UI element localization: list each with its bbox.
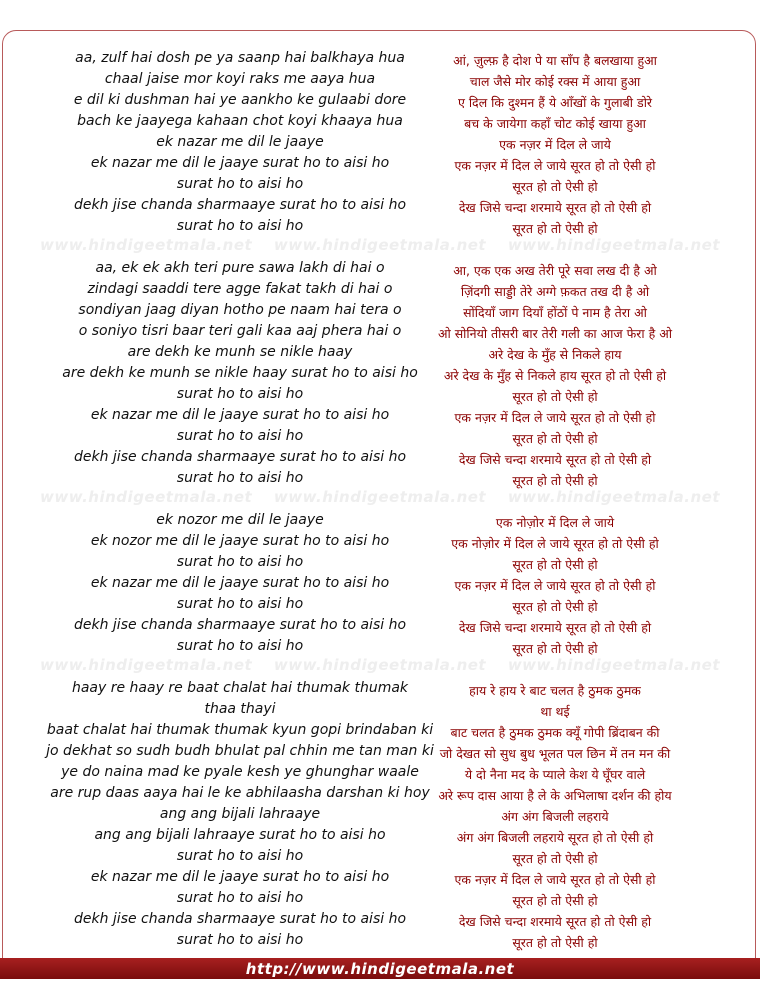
lyric-line-english: surat ho to aisi ho (176, 554, 304, 570)
lyric-line-english: surat ho to aisi ho (176, 596, 304, 612)
lyric-line-english: dekh jise chanda sharmaaye surat ho to aisi ho (73, 911, 407, 927)
lyric-line-english: surat ho to aisi ho (176, 470, 304, 486)
lyric-line-hindi: अंग अंग बिजली लहराये सूरत हो तो ऐसी हो (456, 830, 654, 845)
lyric-line-hindi: सूरत हो तो ऐसी हो (512, 599, 598, 614)
lyric-line-english: ek nazar me dil le jaaye surat ho to aisi ho (90, 575, 390, 591)
lyric-line-english: aa, ek ek akh teri pure sawa lakh di hai o (95, 260, 385, 276)
watermark-text: www.hindigeetmala.net (273, 488, 487, 506)
lyric-line-hindi: एक नज़र में दिल ले जाये सूरत हो तो ऐसी हो (454, 158, 656, 173)
lyric-line-english: aa, zulf hai dosh pe ya saanp hai balkhaya hua (75, 50, 405, 66)
footer-bar (0, 958, 760, 979)
lyric-line-hindi: एक नज़र में दिल ले जाये सूरत हो तो ऐसी हो (454, 410, 656, 425)
lyric-line-hindi: एक नज़र में दिल ले जाये सूरत हो तो ऐसी हो (454, 872, 656, 887)
watermark-text: www.hindigeetmala.net (507, 236, 720, 254)
lyric-line-hindi: अरे रूप दास आया है ले के अभिलाषा दर्शन की होय (438, 788, 672, 803)
lyric-line-hindi: ज़िंदगी साड्डी तेरे अग्गे फ़कत तख दी है ओ (460, 284, 650, 299)
lyric-line-hindi: एक नोज़ोर में दिल ले जाये (495, 515, 615, 530)
lyric-line-hindi: जो देखत सो सुध बुध भूलत पल छिन में तन मन की (439, 746, 671, 761)
lyric-line-english: bach ke jaayega kahaan chot koyi khaaya hua (77, 113, 403, 129)
lyric-line-english: e dil ki dushman hai ye aankho ke gulaabi dore (73, 92, 407, 108)
lyric-line-english: are rup daas aaya hai le ke abhilaasha darshan ki hoy (50, 785, 430, 801)
lyric-line-english: surat ho to aisi ho (176, 890, 304, 906)
watermark-text: www.hindigeetmala.net (273, 236, 487, 254)
lyric-line-hindi: ओ सोनियो तीसरी बार तेरी गली का आज फेरा है ओ (437, 326, 673, 341)
lyric-line-hindi: देख जिसे चन्दा शरमाये सूरत हो तो ऐसी हो (458, 620, 652, 635)
lyric-line-hindi: था थई (540, 704, 570, 719)
lyric-line-english: surat ho to aisi ho (176, 218, 304, 234)
footer-url[interactable]: http://www.hindigeetmala.net (245, 959, 515, 978)
watermark-row (0, 236, 760, 256)
lyric-line-english: dekh jise chanda sharmaaye surat ho to aisi ho (73, 617, 407, 633)
lyric-line-hindi: सूरत हो तो ऐसी हो (512, 851, 598, 866)
watermark-text: www.hindigeetmala.net (507, 656, 720, 674)
lyric-line-hindi: अंग अंग बिजली लहराये (501, 809, 609, 824)
lyric-line-hindi: अरे देख के मुँह से निकले हाय सूरत हो तो ऐसी हो (443, 368, 667, 383)
lyric-line-english: are dekh ke munh se nikle haay surat ho to aisi ho (62, 365, 418, 381)
lyric-line-english: surat ho to aisi ho (176, 932, 304, 948)
lyric-line-hindi: सूरत हो तो ऐसी हो (512, 641, 598, 656)
lyric-line-english: ang ang bijali lahraaye surat ho to aisi ho (94, 827, 386, 843)
lyric-line-english: baat chalat hai thumak thumak kyun gopi brindaban ki (46, 722, 434, 738)
lyric-line-english: chaal jaise mor koyi raks me aaya hua (104, 71, 376, 87)
lyric-line-hindi: हाय रे हाय रे बाट चलत है ठुमक ठुमक (469, 683, 641, 698)
lyric-line-english: ek nazar me dil le jaaye surat ho to aisi ho (90, 155, 390, 171)
lyric-line-english: o soniyo tisri baar teri gali kaa aaj phera hai o (78, 323, 402, 339)
lyric-line-hindi: सोंदियाँ जाग दियाँ होंठों पे नाम है तेरा ओ (463, 305, 647, 320)
lyric-line-hindi: ये दो नैना मद के प्याले केश ये घूँघर वाले (464, 767, 646, 782)
lyric-line-hindi: एक नोज़ोर में दिल ले जाये सूरत हो तो ऐसी हो (451, 536, 659, 551)
lyric-line-hindi: अरे देख के मुँह से निकले हाय (488, 347, 622, 362)
lyric-line-hindi: सूरत हो तो ऐसी हो (512, 473, 598, 488)
lyric-line-hindi: देख जिसे चन्दा शरमाये सूरत हो तो ऐसी हो (458, 914, 652, 929)
lyric-line-english: dekh jise chanda sharmaaye surat ho to aisi ho (73, 449, 407, 465)
lyric-line-hindi: बाट चलत है ठुमक ठुमक क्यूँ गोपी ब्रिंदाबन की (450, 725, 660, 740)
lyric-line-english: dekh jise chanda sharmaaye surat ho to aisi ho (73, 197, 407, 213)
lyric-line-english: ang ang bijali lahraaye (159, 806, 321, 822)
lyric-line-english: surat ho to aisi ho (176, 428, 304, 444)
watermark-row (0, 488, 760, 508)
lyric-line-hindi: चाल जैसे मोर कोई रक्स में आया हुआ (469, 74, 641, 89)
lyric-line-english: haay re haay re baat chalat hai thumak thumak (71, 680, 409, 696)
lyric-line-hindi: सूरत हो तो ऐसी हो (512, 179, 598, 194)
lyric-line-hindi: एक नज़र में दिल ले जाये (499, 137, 611, 152)
lyric-line-hindi: देख जिसे चन्दा शरमाये सूरत हो तो ऐसी हो (458, 452, 652, 467)
lyric-line-english: sondiyan jaag diyan hotho pe naam hai tera o (78, 302, 402, 318)
lyric-line-english: ek nozor me dil le jaaye (156, 512, 324, 528)
lyric-line-hindi: सूरत हो तो ऐसी हो (512, 935, 598, 950)
watermark-row (0, 656, 760, 676)
lyric-line-english: ek nazar me dil le jaaye surat ho to aisi ho (90, 869, 390, 885)
watermark-text: www.hindigeetmala.net (40, 488, 253, 506)
lyric-line-hindi: देख जिसे चन्दा शरमाये सूरत हो तो ऐसी हो (458, 200, 652, 215)
lyric-line-english: ye do naina mad ke pyale kesh ye ghunghar waale (61, 764, 419, 780)
lyric-line-hindi: सूरत हो तो ऐसी हो (512, 221, 598, 236)
lyric-line-english: surat ho to aisi ho (176, 848, 304, 864)
lyric-line-english: surat ho to aisi ho (176, 638, 304, 654)
lyric-line-english: are dekh ke munh se nikle haay (127, 344, 353, 360)
lyric-line-hindi: ए दिल कि दुश्मन हैं ये आँखों के गुलाबी डोरे (457, 95, 653, 110)
watermark-text: www.hindigeetmala.net (273, 656, 487, 674)
lyric-line-english: ek nazar me dil le jaaye (156, 134, 324, 150)
watermark-text: www.hindigeetmala.net (507, 488, 720, 506)
lyric-line-hindi: आ, एक एक अख तेरी पूरे सवा लख दी है ओ (453, 263, 657, 278)
lyric-line-english: thaa thayi (204, 701, 276, 717)
lyric-line-english: surat ho to aisi ho (176, 176, 304, 192)
watermark-text: www.hindigeetmala.net (40, 236, 253, 254)
lyric-line-hindi: आं, ज़ुल्फ़ है दोश पे या साँप है बलखाया हुआ (453, 53, 657, 68)
lyric-line-english: jo dekhat so sudh budh bhulat pal chhin me tan man ki (46, 743, 434, 759)
lyric-line-hindi: सूरत हो तो ऐसी हो (512, 557, 598, 572)
lyric-line-hindi: सूरत हो तो ऐसी हो (512, 431, 598, 446)
lyric-line-english: ek nozor me dil le jaaye surat ho to aisi ho (90, 533, 390, 549)
watermark-text: www.hindigeetmala.net (40, 656, 253, 674)
lyric-line-hindi: एक नज़र में दिल ले जाये सूरत हो तो ऐसी हो (454, 578, 656, 593)
lyric-line-english: zindagi saaddi tere agge fakat takh di hai o (87, 281, 393, 297)
lyric-line-english: ek nazar me dil le jaaye surat ho to aisi ho (90, 407, 390, 423)
lyric-line-hindi: सूरत हो तो ऐसी हो (512, 389, 598, 404)
lyric-line-hindi: बच के जायेगा कहाँ चोट कोई खाया हुआ (464, 116, 646, 131)
lyric-line-english: surat ho to aisi ho (176, 386, 304, 402)
lyric-line-hindi: सूरत हो तो ऐसी हो (512, 893, 598, 908)
